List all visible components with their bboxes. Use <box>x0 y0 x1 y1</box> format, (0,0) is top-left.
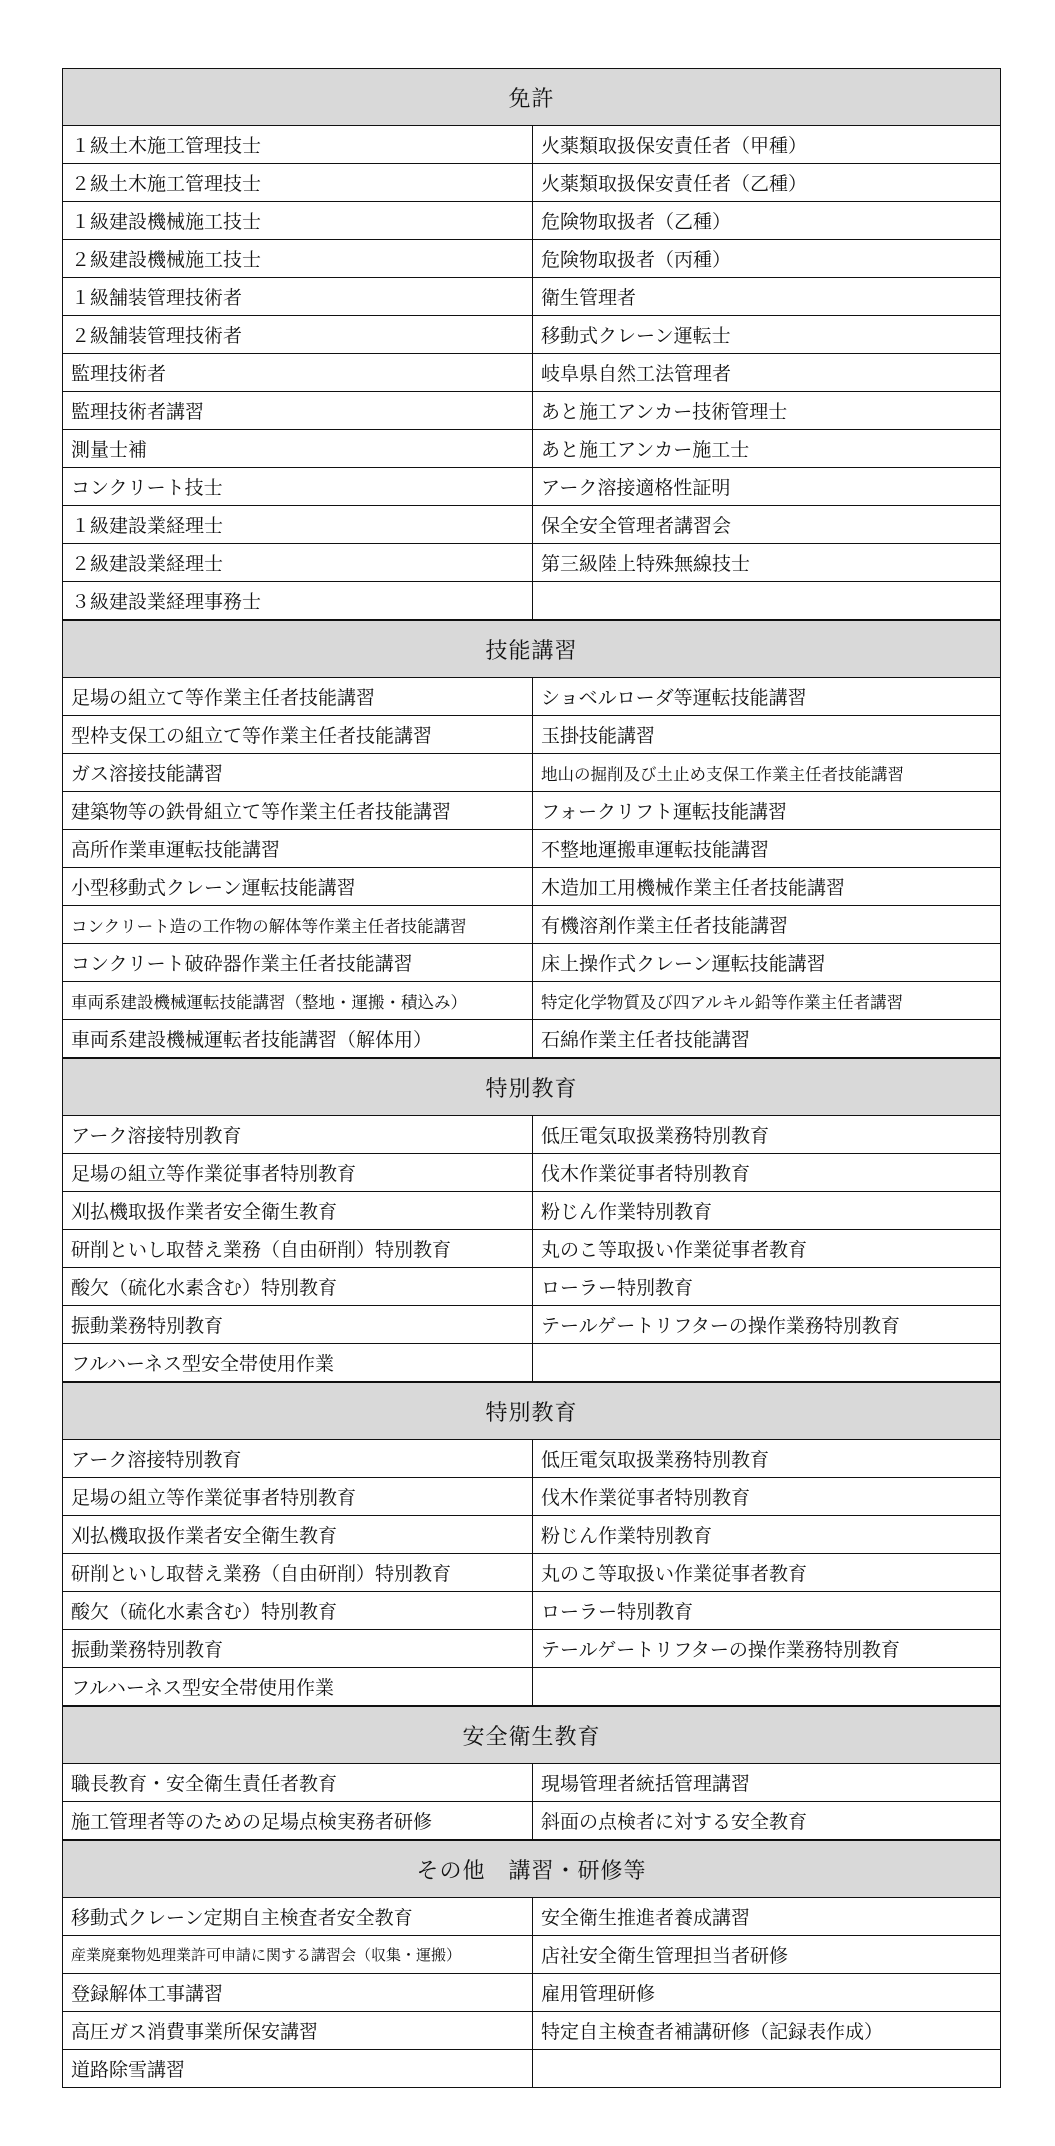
qualification-cell-right: 岐阜県自然工法管理者 <box>541 363 732 385</box>
qualification-cell-left: 小型移動式クレーン運転技能講習 <box>63 868 533 905</box>
qualification-cell-left: ２級舗装管理技術者 <box>63 316 533 353</box>
section-rows <box>62 677 1001 1058</box>
section <box>62 1840 1001 2088</box>
qualification-cell-right: 丸のこ等取扱い作業従事者教育 <box>541 1239 808 1261</box>
table-row <box>63 316 1000 354</box>
qualification-cell-right: 木造加工用機械作業主任者技能講習 <box>541 877 846 899</box>
qualification-cell-left: 型枠支保工の組立て等作業主任者技能講習 <box>63 716 533 753</box>
qualification-cell-left: ２級建設業経理士 <box>63 544 533 581</box>
qualification-cell-right: テールゲートリフターの操作業務特別教育 <box>541 1639 900 1661</box>
table-row <box>63 278 1000 316</box>
qualification-cell-right: 安全衛生推進者養成講習 <box>541 1907 751 1929</box>
qualification-cell-left: 刈払機取扱作業者安全衛生教育 <box>63 1516 533 1553</box>
table-row <box>63 544 1000 582</box>
section <box>62 1706 1001 1840</box>
qualification-cell-right <box>533 2050 1000 2087</box>
qualification-cell-left: １級建設業経理士 <box>63 506 533 543</box>
table-row <box>63 1516 1000 1554</box>
section-rows <box>62 1115 1001 1382</box>
qualification-cell-left: 研削といし取替え業務（自由研削）特別教育 <box>63 1554 533 1591</box>
qualification-cell-left: 道路除雪講習 <box>63 2050 533 2087</box>
qualification-cell-right: 玉掛技能講習 <box>541 725 656 747</box>
qualification-cell-left: 施工管理者等のための足場点検実務者研修 <box>63 1802 533 1839</box>
table-row <box>63 1554 1000 1592</box>
section-header: 特別教育 <box>62 1382 1001 1439</box>
qualification-cell-left: 車両系建設機械運転技能講習（整地・運搬・積込み） <box>63 982 533 1019</box>
table-row <box>63 1306 1000 1344</box>
qualification-cell-left: フルハーネス型安全帯使用作業 <box>63 1344 533 1381</box>
qualification-cell-right: 丸のこ等取扱い作業従事者教育 <box>541 1563 808 1585</box>
qualification-cell-right: 危険物取扱者（乙種） <box>541 211 732 233</box>
table-row <box>63 582 1000 620</box>
qualification-cell-right: 粉じん作業特別教育 <box>541 1201 713 1223</box>
qualification-cell-left: ３級建設業経理事務士 <box>63 582 533 619</box>
table-row <box>63 754 1000 792</box>
qualification-cell-left: 高所作業車運転技能講習 <box>63 830 533 867</box>
qualification-cell-right: 粉じん作業特別教育 <box>541 1525 713 1547</box>
qualification-cell-right: 有機溶剤作業主任者技能講習 <box>541 915 789 937</box>
table-row <box>63 1478 1000 1516</box>
section-rows <box>62 1763 1001 1840</box>
qualification-cell-left: 産業廃棄物処理業許可申請に関する講習会（収集・運搬） <box>63 1936 533 1973</box>
table-row <box>63 430 1000 468</box>
table-row <box>63 1592 1000 1630</box>
table-row <box>63 1116 1000 1154</box>
table-row <box>63 1974 1000 2012</box>
qualification-cell-left: 酸欠（硫化水素含む）特別教育 <box>63 1592 533 1629</box>
table-row <box>63 392 1000 430</box>
qualification-cell-left: フルハーネス型安全帯使用作業 <box>63 1668 533 1705</box>
table-row <box>63 868 1000 906</box>
section-header: 技能講習 <box>62 620 1001 677</box>
qualification-cell-right: あと施工アンカー技術管理士 <box>541 401 788 423</box>
qualification-cell-right <box>533 582 1000 619</box>
table-row <box>63 792 1000 830</box>
qualification-cell-right: フォークリフト運転技能講習 <box>541 801 788 823</box>
table-row <box>63 1192 1000 1230</box>
table-row <box>63 1268 1000 1306</box>
section-rows <box>62 1897 1001 2088</box>
section-rows <box>62 125 1001 620</box>
qualification-cell-left: １級土木施工管理技士 <box>63 126 533 163</box>
section-header: 安全衛生教育 <box>62 1706 1001 1763</box>
section <box>62 68 1001 620</box>
table-row <box>63 1764 1000 1802</box>
section-header: 特別教育 <box>62 1058 1001 1115</box>
table-row <box>63 1936 1000 1974</box>
table-row <box>63 1630 1000 1668</box>
section <box>62 1382 1001 1706</box>
table-row <box>63 1440 1000 1478</box>
qualification-cell-right: 石綿作業主任者技能講習 <box>541 1029 751 1051</box>
table-row <box>63 1802 1000 1840</box>
table-row <box>63 982 1000 1020</box>
qualification-cell-right: 移動式クレーン運転士 <box>541 325 731 347</box>
qualification-cell-right: ローラー特別教育 <box>541 1277 694 1299</box>
table-row <box>63 1020 1000 1058</box>
section-header: 免許 <box>62 68 1001 125</box>
qualification-cell-left: アーク溶接特別教育 <box>63 1440 533 1477</box>
qualification-cell-right: テールゲートリフターの操作業務特別教育 <box>541 1315 900 1337</box>
table-row <box>63 906 1000 944</box>
table-row <box>63 126 1000 164</box>
qualification-cell-right: 現場管理者統括管理講習 <box>541 1773 751 1795</box>
qualification-cell-right <box>533 1344 1000 1381</box>
qualification-cell-left: アーク溶接特別教育 <box>63 1116 533 1153</box>
qualification-cell-right: 第三級陸上特殊無線技士 <box>541 553 751 575</box>
qualification-cell-right: 特定自主検査者補講研修（記録表作成） <box>541 2021 884 2043</box>
qualification-cell-right: 雇用管理研修 <box>541 1983 656 2005</box>
qualification-cell-right: アーク溶接適格性証明 <box>541 477 731 499</box>
qualification-cell-right: 保全安全管理者講習会 <box>541 515 732 537</box>
qualification-cell-right: 伐木作業従事者特別教育 <box>541 1163 751 1185</box>
qualification-cell-right: 火薬類取扱保安責任者（乙種） <box>541 173 808 195</box>
table-row <box>63 202 1000 240</box>
section-header: その他 講習・研修等 <box>62 1840 1001 1897</box>
table-row <box>63 468 1000 506</box>
qualification-cell-right: ローラー特別教育 <box>541 1601 694 1623</box>
qualification-cell-right: 地山の掘削及び土止め支保工作業主任者技能講習 <box>541 764 904 784</box>
section <box>62 1058 1001 1382</box>
qualification-cell-right: あと施工アンカー施工士 <box>541 439 750 461</box>
qualification-cell-left: 足場の組立等作業従事者特別教育 <box>63 1478 533 1515</box>
qualification-cell-left: コンクリート破砕器作業主任者技能講習 <box>63 944 533 981</box>
table-row <box>63 1154 1000 1192</box>
qualification-cell-right <box>533 1668 1000 1705</box>
table-row <box>63 1668 1000 1706</box>
qualification-cell-left: 刈払機取扱作業者安全衛生教育 <box>63 1192 533 1229</box>
qualification-cell-left: 高圧ガス消費事業所保安講習 <box>63 2012 533 2049</box>
qualification-cell-left: １級舗装管理技術者 <box>63 278 533 315</box>
table-row <box>63 716 1000 754</box>
table-row <box>63 240 1000 278</box>
qualification-cell-left: 移動式クレーン定期自主検査者安全教育 <box>63 1898 533 1935</box>
qualification-cell-left: 足場の組立等作業従事者特別教育 <box>63 1154 533 1191</box>
table-row <box>63 1344 1000 1382</box>
table-row <box>63 354 1000 392</box>
section-rows <box>62 1439 1001 1706</box>
qualification-cell-left: 研削といし取替え業務（自由研削）特別教育 <box>63 1230 533 1267</box>
qualification-cell-left: 登録解体工事講習 <box>63 1974 533 2011</box>
qualification-cell-left: 足場の組立て等作業主任者技能講習 <box>63 678 533 715</box>
qualification-cell-right: 衛生管理者 <box>541 287 637 309</box>
qualification-cell-left: 酸欠（硫化水素含む）特別教育 <box>63 1268 533 1305</box>
qualification-cell-right: 特定化学物質及び四アルキル鉛等作業主任者講習 <box>541 992 904 1012</box>
table-row <box>63 830 1000 868</box>
qualification-cell-right: 火薬類取扱保安責任者（甲種） <box>541 135 808 157</box>
qualification-cell-right: 斜面の点検者に対する安全教育 <box>541 1811 808 1833</box>
qualification-cell-left: 監理技術者講習 <box>63 392 533 429</box>
table-row <box>63 2012 1000 2050</box>
table-row <box>63 1230 1000 1268</box>
qualification-cell-left: コンクリート造の工作物の解体等作業主任者技能講習 <box>63 906 533 943</box>
qualification-cell-right: 低圧電気取扱業務特別教育 <box>541 1125 770 1147</box>
table-row <box>63 506 1000 544</box>
qualification-table <box>62 68 1001 2088</box>
table-row <box>63 678 1000 716</box>
section <box>62 620 1001 1058</box>
qualification-cell-left: ２級土木施工管理技士 <box>63 164 533 201</box>
qualification-cell-left: １級建設機械施工技士 <box>63 202 533 239</box>
qualification-cell-right: ショベルローダ等運転技能講習 <box>541 687 807 709</box>
qualification-cell-left: 職長教育・安全衛生責任者教育 <box>63 1764 533 1801</box>
qualification-cell-left: ガス溶接技能講習 <box>63 754 533 791</box>
table-row <box>63 164 1000 202</box>
qualification-cell-left: 振動業務特別教育 <box>63 1306 533 1343</box>
qualification-cell-right: 不整地運搬車運転技能講習 <box>541 839 770 861</box>
qualification-cell-right: 店社安全衛生管理担当者研修 <box>541 1945 789 1967</box>
qualification-cell-left: 車両系建設機械運転者技能講習（解体用） <box>63 1020 533 1057</box>
qualification-cell-right: 低圧電気取扱業務特別教育 <box>541 1449 770 1471</box>
table-row <box>63 1898 1000 1936</box>
qualification-cell-right: 危険物取扱者（丙種） <box>541 249 732 271</box>
table-row <box>63 2050 1000 2088</box>
table-row <box>63 944 1000 982</box>
qualification-cell-right: 床上操作式クレーン運転技能講習 <box>541 953 826 975</box>
qualification-cell-left: コンクリート技士 <box>63 468 533 505</box>
qualification-cell-left: 監理技術者 <box>63 354 533 391</box>
qualification-cell-left: 測量士補 <box>63 430 533 467</box>
qualification-cell-left: ２級建設機械施工技士 <box>63 240 533 277</box>
qualification-cell-right: 伐木作業従事者特別教育 <box>541 1487 751 1509</box>
qualification-cell-left: 振動業務特別教育 <box>63 1630 533 1667</box>
qualification-cell-left: 建築物等の鉄骨組立て等作業主任者技能講習 <box>63 792 533 829</box>
